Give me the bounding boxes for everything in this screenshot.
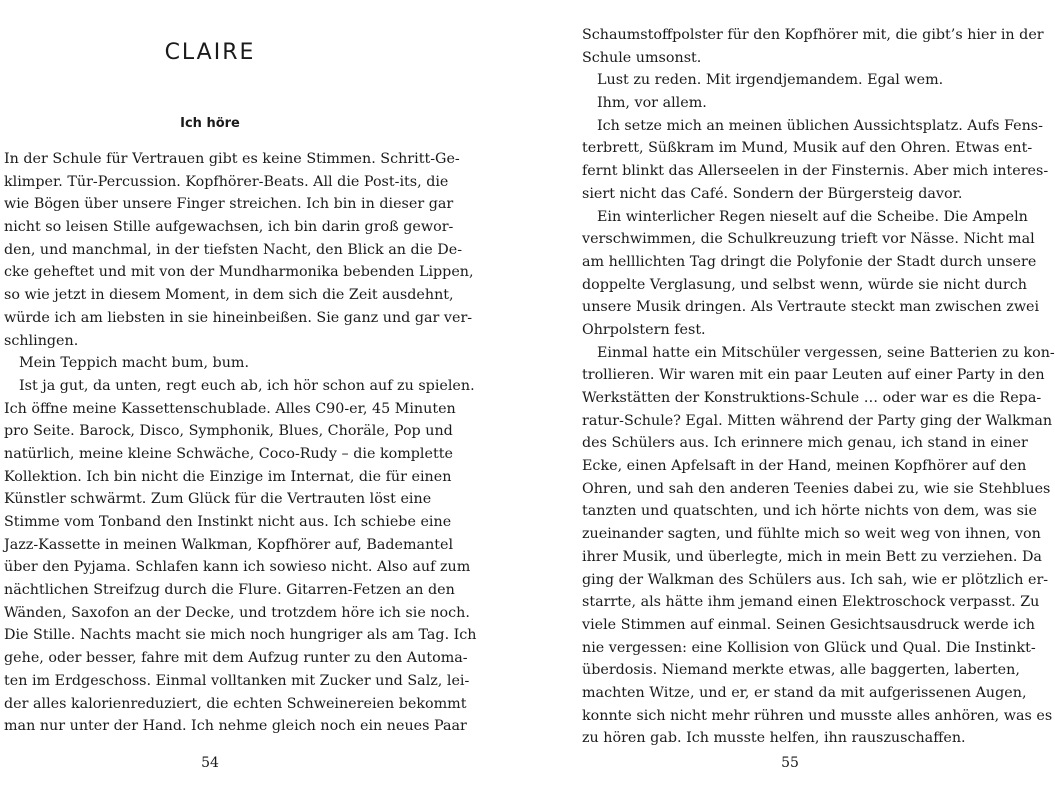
text-line: viele Stimmen auf einmal. Seinen Gesichtsausdruck werde ich	[582, 616, 1035, 633]
text-line: Ohrpolstern fest.	[582, 321, 706, 338]
text-line: Wänden, Saxofon an der Decke, und trotzdem höre ich sie noch.	[4, 604, 470, 621]
page-number: 55	[781, 755, 799, 771]
text-line: der alles kalorienreduziert, die echten Schweinereien bekommt	[4, 695, 467, 712]
text-line: den, und manchmal, in der tiefsten Nacht, den Blick an die De-	[4, 241, 463, 258]
text-line: Stimme vom Tonband den Instinkt nicht aus. Ich schiebe eine	[4, 514, 452, 530]
text-line: trollieren. Wir waren mit ein paar Leuten auf einer Party in den	[582, 367, 1045, 384]
text-line: Ich öffne meine Kassettenschublade. Alles C90-er, 45 Minuten	[4, 400, 456, 417]
text-line: würde ich am liebsten in sie hineinbeißen. Sie ganz und gar ver-	[4, 309, 473, 326]
text-line: ihrer Musik, und überlegte, mich in mein Bett zu verziehen. Da	[582, 548, 1042, 565]
text-line: am helllichten Tag dringt die Polyfonie der Stadt durch unsere	[582, 253, 1037, 270]
text-line: Ich setze mich an meinen üblichen Aussichtsplatz. Aufs Fens-	[597, 117, 1043, 134]
left-page	[0, 0, 500, 800]
text-line: zueinander sagten, und fühlte mich so weit weg von ihnen, von	[582, 526, 1041, 543]
text-line: wie Bögen über unsere Finger streichen. Ich bin in dieser gar	[4, 196, 454, 213]
text-line: machten Witze, und er, er stand da mit aufgerissenen Augen,	[582, 684, 1027, 701]
text-line: tanzten und quatschten, und ich hörte nichts von dem, was sie	[582, 503, 1037, 520]
text-line: starrte, als hätte ihm jemand einen Elektroschock verpasst. Zu	[582, 594, 1040, 611]
text-line: Schaumstoffpolster für den Kopfhörer mit, die gibt’s hier in der	[582, 27, 1044, 43]
text-line: pro Seite. Barock, Disco, Symphonik, Blues, Choräle, Pop und	[4, 423, 453, 440]
text-line: nie vergessen: eine Kollision von Glück und Qual. Die Instinkt-	[582, 639, 1036, 656]
text-line: Kollektion. Ich bin nicht die Einzige im Internat, die für einen	[4, 468, 452, 485]
text-line: ging der Walkman des Schülers aus. Ich sah, wie er plötzlich er-	[582, 571, 1049, 588]
page-number: 54	[201, 755, 219, 771]
section-title: Ich höre	[180, 116, 240, 131]
text-line: man nur unter der Hand. Ich nehme gleich noch ein neues Paar	[4, 718, 467, 735]
left-page-text	[4, 148, 477, 738]
text-line: nicht so leisen Stille aufgewachsen, ich bin darin groß gewor-	[4, 219, 454, 236]
text-line: fernt blinkt das Allerseelen in der Finsternis. Aber mich interes-	[582, 163, 1049, 180]
right-page	[500, 0, 1055, 800]
text-line: Ein winterlicher Regen nieselt auf die Scheibe. Die Ampeln	[597, 208, 1028, 225]
text-line: Die Stille. Nachts macht sie mich noch hungriger als am Tag. Ich	[4, 627, 477, 644]
text-line: über den Pyjama. Schlafen kann ich sowieso nicht. Also auf zum	[4, 559, 471, 576]
text-line: Werkstätten der Konstruktions-Schule … oder war es die Repa-	[582, 390, 1042, 406]
text-line: Schule umsonst.	[582, 49, 702, 66]
text-line: cke geheftet und mit von der Mundharmonika bebenden Lippen,	[4, 264, 474, 281]
text-line: Jazz-Kassette in meinen Walkman, Kopfhörer auf, Bademantel	[4, 536, 454, 553]
text-line: überdosis. Niemand merkte etwas, alle baggerten, laberten,	[582, 662, 1020, 679]
text-line: Einmal hatte ein Mitschüler vergessen, seine Batterien zu kon-	[597, 344, 1055, 361]
text-line: Ist ja gut, da unten, regt euch ab, ich hör schon auf zu spielen.	[19, 377, 475, 394]
text-line: Ohren, und sah den anderen Teenies dabei zu, wie sie Stehblues	[582, 480, 1051, 497]
text-line: Mein Teppich macht bum, bum.	[19, 355, 249, 372]
text-line: siert nicht das Café. Sondern der Bürgersteig davor.	[582, 185, 963, 202]
chapter-title: CLAIRE	[164, 40, 256, 65]
text-line: zu hören gab. Ich musste helfen, ihn rauszuschaffen.	[582, 730, 966, 747]
text-line: In der Schule für Vertrauen gibt es keine Stimmen. Schritt-Ge-	[4, 151, 460, 167]
text-line: des Schülers aus. Ich erinnere mich genau, ich stand in einer	[582, 435, 1028, 452]
text-line: gehe, oder besser, fahre mit dem Aufzug runter zu den Automa-	[4, 650, 468, 667]
text-line: nächtlichen Streifzug durch die Flure. Gitarren-Fetzen an den	[4, 582, 455, 599]
text-line: Ihm, vor allem.	[597, 95, 707, 112]
text-line: verschwimmen, die Schulkreuzung trieft vor Nässe. Nicht mal	[582, 231, 1035, 248]
text-line: Künstler schwärmt. Zum Glück für die Vertrauten löst eine	[4, 491, 432, 508]
text-line: unsere Musik dringen. Als Vertraute steckt man zwischen zwei	[582, 299, 1040, 316]
text-line: natürlich, meine kleine Schwäche, Coco-Rudy – die komplette	[4, 445, 453, 462]
text-line: Lust zu reden. Mit irgendjemandem. Egal wem.	[597, 72, 944, 89]
text-line: schlingen.	[4, 332, 79, 349]
text-line: klimper. Tür-Percussion. Kopfhörer-Beats. All die Post-its, die	[4, 173, 449, 190]
text-line: ratur-Schule? Egal. Mitten während der Party ging der Walkman	[582, 412, 1053, 429]
text-line: terbrett, Süßkram im Mund, Musik auf den Ohren. Etwas ent-	[582, 140, 1033, 157]
right-page-text	[582, 24, 1055, 750]
text-line: ten im Erdgeschoss. Einmal volltanken mit Zucker und Salz, lei-	[4, 672, 470, 689]
text-line: konnte sich nicht mehr rühren und musste alles anhören, was es	[582, 707, 1053, 724]
text-line: Ecke, einen Apfelsaft in der Hand, meinen Kopfhörer auf den	[582, 458, 1027, 475]
text-line: so wie jetzt in diesem Moment, in dem sich die Zeit ausdehnt,	[4, 287, 454, 304]
text-line: doppelte Verglasung, und selbst wenn, würde sie nicht durch	[582, 276, 1027, 293]
